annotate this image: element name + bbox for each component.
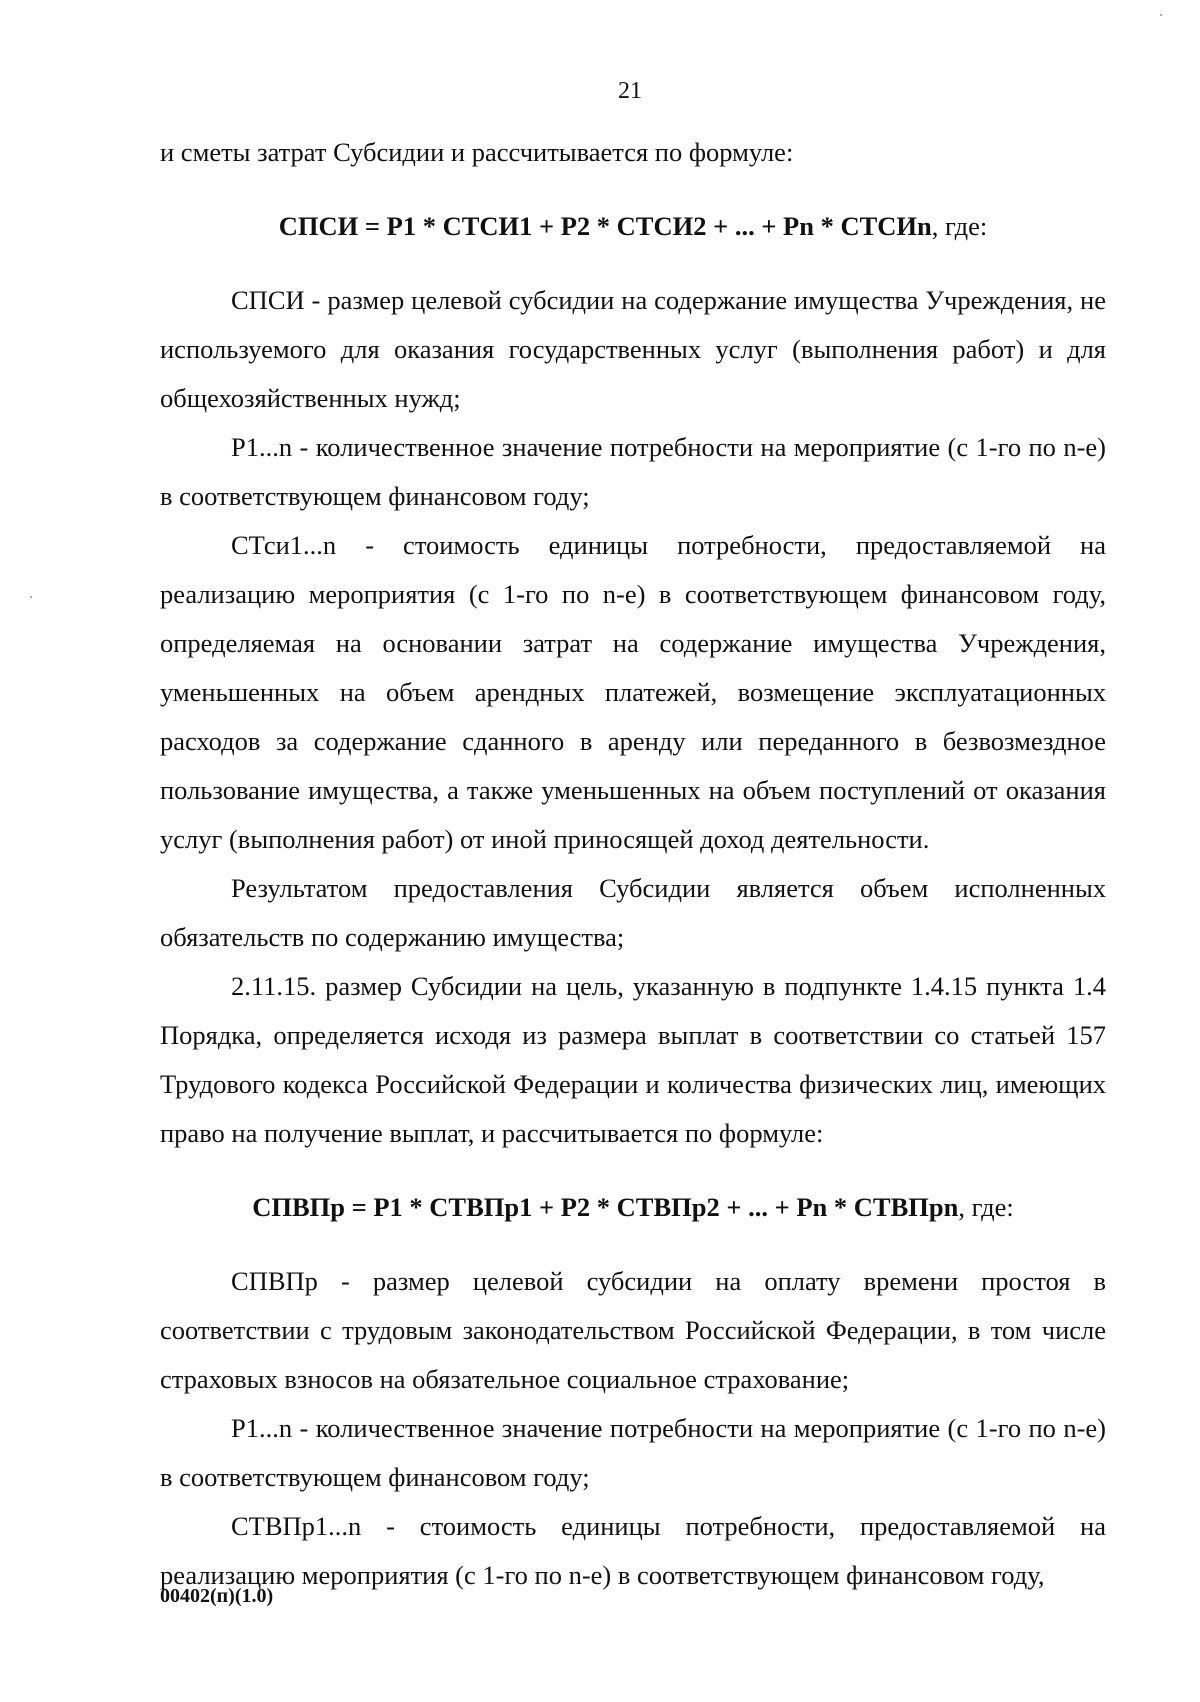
formula-spvpr-expression: СПВПр = Р1 * СТВПр1 + Р2 * СТВПр2 + ... + Рn * СТВПрn bbox=[252, 1192, 959, 1222]
paragraph-stsi-definition: СТси1...n - стоимость единицы потребности, предоставляемой на реализацию мероприятия (с 1-го по n-е) в соответствующем финансовом году, определяемая на основании затрат на содержание имущества Учреждения, уменьшенных на объем арендных платежей, возмещение эксплуатационных расходов за содержание сданного в аренду или переданного в безвозмездное пользование имущества, а также уменьшенных на объем поступлений от оказания услуг (выполнения работ) от иной приносящей доход деятельности. bbox=[160, 530, 1106, 854]
page-number: 21 bbox=[618, 78, 642, 104]
scan-speck bbox=[30, 596, 32, 598]
document-body bbox=[160, 128, 1106, 1600]
paragraph-p-definition-2: Р1...n - количественное значение потребности на мероприятие (с 1-го по n-е) в соответствующем финансовом году; bbox=[160, 1413, 1106, 1492]
formula-spsi-expression: СПСИ = Р1 * СТСИ1 + Р2 * СТСИ2 + ... + Рn * СТСИn bbox=[278, 211, 932, 241]
formula-spsi bbox=[160, 202, 1106, 251]
paragraph-intro: и сметы затрат Субсидии и рассчитывается по формуле: bbox=[160, 137, 794, 167]
paragraph-stvpr-definition: СТВПр1...n - стоимость единицы потребности, предоставляемой на реализацию мероприятия (с 1-го по n-е) в соответствующем финансовом году, bbox=[160, 1511, 1106, 1590]
document-code: 00402(п)(1.0) bbox=[160, 1585, 274, 1607]
paragraph-spsi-definition: СПСИ - размер целевой субсидии на содержание имущества Учреждения, не используемого для оказания государственных услуг (выполнения работ) и для общехозяйственных нужд; bbox=[160, 285, 1106, 413]
paragraph-2-11-15: 2.11.15. размер Субсидии на цель, указанную в подпункте 1.4.15 пункта 1.4 Порядка, определяется исходя из размера выплат в соответствии со статьей 157 Трудового кодекса Российской Федерации и количества физических лиц, имеющих право на получение выплат, и рассчитывается по формуле: bbox=[160, 971, 1106, 1148]
paragraph-p-definition-1: Р1...n - количественное значение потребности на мероприятие (с 1-го по n-е) в соответствующем финансовом году; bbox=[160, 432, 1106, 511]
formula-spvpr bbox=[160, 1183, 1106, 1232]
formula-spsi-suffix: , где: bbox=[931, 211, 988, 241]
scan-speck bbox=[1160, 14, 1162, 16]
formula-spvpr-suffix: , где: bbox=[958, 1192, 1014, 1222]
paragraph-result-1: Результатом предоставления Субсидии является объем исполненных обязательств по содержанию имущества; bbox=[160, 873, 1106, 952]
paragraph-spvpr-definition: СПВПр - размер целевой субсидии на оплату времени простоя в соответствии с трудовым законодательством Российской Федерации, в том числе страховых взносов на обязательное социальное страхование; bbox=[160, 1266, 1106, 1394]
